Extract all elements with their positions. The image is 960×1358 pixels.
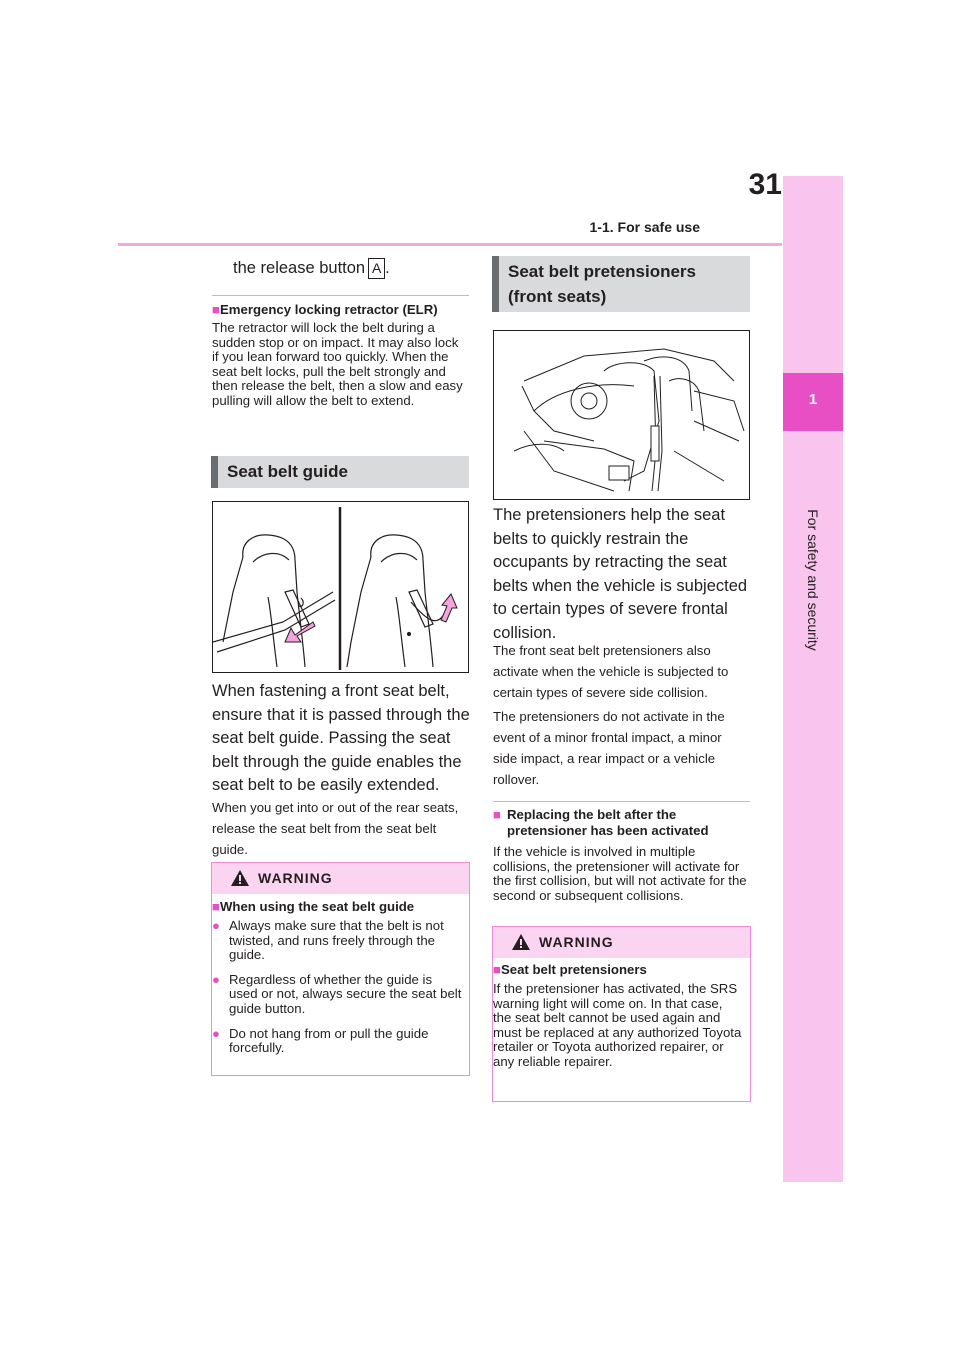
page-number: 31 [748, 168, 782, 201]
replacing-heading: ■ Replacing the belt after the pretensioner has been activated [493, 807, 709, 838]
warning-triangle-icon [230, 869, 250, 887]
pretensioner-note-2: The pretensioners do not activate in the event of a minor frontal impact, a minor side impact, a rear impact or a vehicle rollover. [493, 709, 725, 787]
bullet-icon: ● [212, 918, 220, 933]
pretensioners-figure [493, 330, 750, 500]
warning-box-seat-belt-guide [211, 862, 470, 1076]
guide-note: When you get into or out of the rear seats, release the seat belt from the seat belt guide. [212, 800, 459, 857]
warning-triangle-icon [511, 933, 531, 951]
chapter-title: 1-1. For safe use [589, 219, 700, 235]
callout-a: A [368, 258, 385, 279]
list-item: ● Always make sure that the belt is not twisted, and runs freely through the guide. [212, 918, 444, 963]
side-tab-strip [783, 176, 843, 1182]
header-rule [118, 243, 782, 246]
pretensioner-note-1: The front seat belt pretensioners also activate when the vehicle is subjected to certain types of severe side collision. [493, 643, 729, 700]
warning-label: WARNING [258, 870, 333, 886]
warning-list [212, 919, 462, 1056]
warning-body: If the pretensioner has activated, the SRS warning light will come on. In that case, the seat belt cannot be used again and must be replaced at any authorized Toyota retailer or Toyota authorized repairer, or any reliable repairer. [493, 981, 742, 1069]
bullet-icon: ● [212, 1025, 220, 1041]
section-header-pretensioners [492, 256, 750, 312]
warning-header [493, 927, 750, 958]
elr-heading: ■Emergency locking retractor (ELR) [212, 302, 438, 317]
release-button-text: the release button A . [233, 257, 463, 281]
seat-belt-guide-figure [212, 501, 469, 673]
side-tab-title: For safety and security [805, 509, 821, 651]
seat-belt-guide-illustration [213, 502, 468, 672]
square-bullet-icon: ■ [493, 807, 501, 822]
section-title-line-1: Seat belt pretensioners [508, 262, 697, 281]
section-header-seat-belt-guide [211, 456, 469, 488]
bullet-icon: ● [212, 971, 220, 987]
warning-heading: ■When using the seat belt guide [212, 899, 415, 914]
section-title: Seat belt guide [227, 462, 348, 481]
warning-header [212, 863, 469, 894]
vehicle-interior-illustration [494, 331, 749, 499]
pretensioner-body: The pretensioners help the seat belts to quickly restrain the occupants by retracting the seat belts when the vehicle is subjected to certain types of severe frontal collision. [493, 506, 748, 642]
square-bullet-icon: ■ [212, 302, 220, 317]
section-title-line-2: (front seats) [508, 287, 607, 306]
list-item: ● Regardless of whether the guide is used or not, always secure the seat belt guide button. [212, 971, 462, 1016]
side-tab-number: 1 [808, 391, 818, 408]
square-bullet-icon: ■ [212, 899, 220, 914]
elr-body: The retractor will lock the belt during a sudden stop or on impact. It may also lock if you lean forward too quickly. When the seat belt locks, pull the belt strongly and then release the belt, then a slow and easy pulling will allow the belt to extend. [212, 320, 463, 408]
replacing-body: If the vehicle is involved in multiple collisions, the pretensioner will activate for the first collision, but will not activate for the second or subsequent collisions. [493, 844, 747, 903]
warning-box-pretensioners [492, 926, 751, 1102]
warning-heading: ■Seat belt pretensioners [493, 962, 647, 977]
divider [493, 801, 750, 802]
list-item: ● Do not hang from or pull the guide forcefully. [212, 1025, 429, 1056]
divider [212, 295, 469, 296]
guide-body: When fastening a front seat belt, ensure that it is passed through the seat belt guide. Passing the seat belt through the guide enables the seat belt to be easily extended. [212, 682, 470, 794]
square-bullet-icon: ■ [493, 962, 501, 977]
warning-label: WARNING [539, 934, 614, 950]
